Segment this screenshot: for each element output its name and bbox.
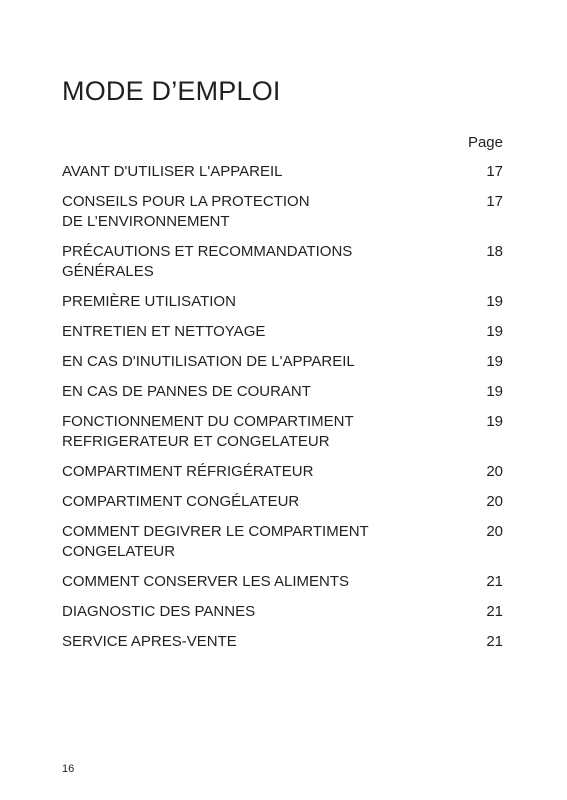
toc-entry-precautions: [62, 242, 503, 282]
toc-entry-inutilisation: [62, 352, 503, 372]
toc-entry-page-number: 18: [486, 243, 503, 260]
toc-entry-page-number: 19: [486, 323, 503, 340]
toc-entry-pannes-courant: [62, 382, 503, 402]
toc-entry-page-number: 19: [486, 293, 503, 310]
toc-entry-label: EN CAS DE PANNES DE COURANT: [62, 383, 311, 400]
toc-entry-label: COMMENT DEGIVRER LE COMPARTIMENT CONGELATEUR: [62, 523, 369, 560]
toc-entry-premiere-utilisation: [62, 292, 503, 312]
toc-entry-label: FONCTIONNEMENT DU COMPARTIMENT REFRIGERATEUR ET CONGELATEUR: [62, 413, 354, 450]
toc-entry-degivrer: [62, 522, 503, 562]
toc-entry-label: PRÉCAUTIONS ET RECOMMANDATIONS GÉNÉRALES: [62, 243, 353, 280]
toc-entry-label: PREMIÈRE UTILISATION: [62, 293, 236, 310]
toc-entry-label: SERVICE APRES-VENTE: [62, 633, 237, 650]
toc-entry-avant-d-utiliser: [62, 162, 503, 182]
toc-entry-fonctionnement: [62, 412, 503, 452]
toc-entry-label: COMMENT CONSERVER LES ALIMENTS: [62, 573, 350, 590]
toc-entry-conserver-aliments: [62, 572, 503, 592]
toc-entry-label: AVANT D'UTILISER L'APPAREIL: [62, 163, 283, 180]
toc-entry-label: COMPARTIMENT CONGÉLATEUR: [62, 493, 300, 510]
toc-entry-page-number: 20: [486, 523, 503, 540]
page-number: 16: [62, 763, 75, 775]
toc-entry-page-number: 20: [486, 493, 503, 510]
toc-entry-label: CONSEILS POUR LA PROTECTION DE L’ENVIRONNEMENT: [62, 193, 310, 230]
toc-entry-page-number: 17: [486, 163, 503, 180]
table-of-contents: [62, 162, 503, 662]
toc-entry-label: ENTRETIEN ET NETTOYAGE: [62, 323, 266, 340]
toc-entry-diagnostic-pannes: [62, 602, 503, 622]
toc-entry-service-apres-vente: [62, 632, 503, 652]
toc-entry-compartiment-refrigerateur: [62, 462, 503, 482]
toc-entry-page-number: 21: [486, 633, 503, 650]
toc-entry-entretien-nettoyage: [62, 322, 503, 342]
toc-entry-page-number: 17: [486, 193, 503, 210]
toc-entry-label: EN CAS D'INUTILISATION DE L'APPAREIL: [62, 353, 355, 370]
toc-entry-compartiment-congelateur: [62, 492, 503, 512]
toc-entry-page-number: 21: [486, 573, 503, 590]
toc-entry-page-number: 20: [486, 463, 503, 480]
toc-entry-page-number: 19: [486, 383, 503, 400]
toc-entry-conseils-environnement: [62, 192, 503, 232]
toc-entry-page-number: 21: [486, 603, 503, 620]
toc-entry-label: COMPARTIMENT RÉFRIGÉRATEUR: [62, 463, 314, 480]
page-column-header: Page: [467, 134, 503, 151]
toc-entry-page-number: 19: [486, 413, 503, 430]
page-title: MODE D’EMPLOI: [62, 76, 281, 106]
toc-entry-label: DIAGNOSTIC DES PANNES: [62, 603, 256, 620]
toc-entry-page-number: 19: [486, 353, 503, 370]
